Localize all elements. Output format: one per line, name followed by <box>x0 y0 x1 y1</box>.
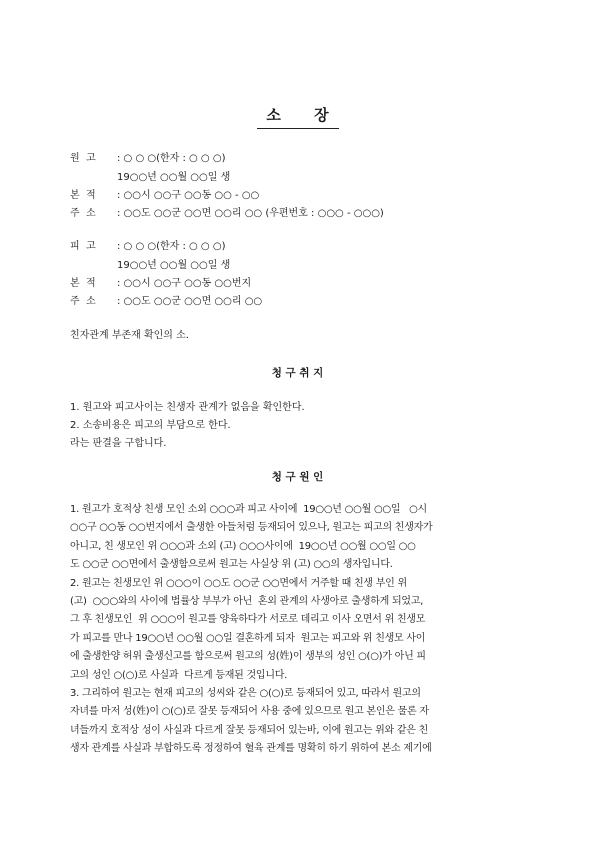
defendant-domicile-row <box>70 277 251 290</box>
defendant-address-label: 주 소 <box>70 296 96 307</box>
defendant-domicile-label: 본 적 <box>70 278 96 289</box>
claim-cause-line: 3. 그리하여 원고는 현재 피고의 성씨와 같은 ○(○)로 등재되어 있고, 따라서 원고의 <box>70 688 421 700</box>
plaintiff-address-label: 주 소 <box>70 208 96 219</box>
defendant-name-row <box>70 240 225 253</box>
claim-cause-line: ○○구 ○○동 ○○번지에서 출생한 아들처럼 등재되어 있으나, 원고는 피고의 친생자가 <box>70 522 433 534</box>
defendant-birth: 19○○년 ○○월 ○○일 생 <box>117 260 231 271</box>
defendant-address-value: : ○○도 ○○군 ○○면 ○○리 ○○ <box>117 296 263 307</box>
plaintiff-domicile-row <box>70 189 259 202</box>
claim-cause-line: (고) ○○○와의 사이에 법률상 부부가 아닌 혼외 관계의 사생아로 출생하게 되었고, <box>70 596 424 608</box>
plaintiff-domicile-label: 본 적 <box>70 190 96 201</box>
case-name: 친자관계 부존재 확인의 소. <box>70 330 189 341</box>
claim-cause-line: 생자 관계를 사실과 부합하도록 정정하여 혈육 관계를 명확히 하기 위하여 본소 제기에 <box>70 743 432 755</box>
claim-cause-line: 가 피고를 만나 19○○년 ○○월 ○○일 결혼하게 되자 원고는 피고와 위 친생모 사이 <box>70 632 426 644</box>
plaintiff-birth: 19○○년 ○○월 ○○일 생 <box>117 172 231 183</box>
claim-cause-line: 아니고, 친 생모인 위 ○○○과 소외 (고) ○○○사이에 19○○년 ○○월 ○○일 ○○ <box>70 540 416 552</box>
claim-cause-line: 그 후 친생모인 위 ○○○이 원고를 양육하다가 서로로 데리고 이사 오면서 위 친생모 <box>70 614 426 626</box>
defendant-domicile-value: : ○○시 ○○구 ○○동 ○○번지 <box>117 278 252 289</box>
defendant-name-label: 피 고 <box>70 241 96 252</box>
plaintiff-address-value: : ○○도 ○○군 ○○면 ○○리 ○○ (우편번호 : ○○○ - ○○○) <box>117 208 384 219</box>
claim-cause-line: 1. 원고가 호적상 친생 모인 소외 ○○○과 피고 사이에 19○○년 ○○월 ○○일 ○시 <box>70 504 427 515</box>
claim-cause-line: 도 ○○군 ○○면에서 출생함으로써 원고는 사실상 위 (고) ○○의 생자입니다. <box>70 559 393 571</box>
claim-cause-line: 자녀를 마저 성(姓)이 ○(○)로 잘못 등재되어 사용 중에 있으므로 원고 본인은 물론 자 <box>70 706 429 718</box>
plaintiff-domicile-value: : ○○시 ○○구 ○○동 ○○ - ○○ <box>117 190 260 201</box>
plaintiff-name-value: : ○ ○ ○(한자 : ○ ○ ○) <box>117 153 226 164</box>
claim-cause-line: 2. 원고는 친생모인 위 ○○○이 ○○도 ○○군 ○○면에서 거주할 때 친생 부인 위 <box>70 577 407 589</box>
claim-purpose-heading: 청 구 취 지 <box>271 367 324 379</box>
plaintiff-address-row <box>70 207 384 220</box>
claim-purpose-item: 2. 소송비용은 피고의 부담으로 한다. <box>70 420 231 431</box>
defendant-name-value: : ○ ○ ○(한자 : ○ ○ ○) <box>117 241 226 252</box>
claim-cause-line: 녀들까지 호적상 성이 사실과 다르게 잘못 등재되어 있는바, 이에 원고는 위와 같은 친 <box>70 724 429 736</box>
claim-cause-heading: 청 구 원 인 <box>271 471 324 483</box>
plaintiff-name-label: 원 고 <box>70 153 96 164</box>
claim-cause-line: 에 출생한양 허위 출생신고를 함으로써 원고의 성(姓)이 생부의 성인 ○(○)가 아닌 피 <box>70 651 426 663</box>
claim-cause-body <box>70 501 528 759</box>
claim-cause-line: 고의 성인 ○(○)로 사실과 다르게 등재된 것입니다. <box>70 669 288 681</box>
title-underline <box>257 128 339 129</box>
plaintiff-name-row <box>70 152 225 165</box>
claim-purpose-item: 라는 판결을 구합니다. <box>70 438 167 449</box>
document-title: 소 장 <box>266 106 343 124</box>
claim-purpose-item: 1. 원고와 피고사이는 친생자 관계가 없음을 확인한다. <box>70 402 305 413</box>
defendant-address-row <box>70 295 262 308</box>
